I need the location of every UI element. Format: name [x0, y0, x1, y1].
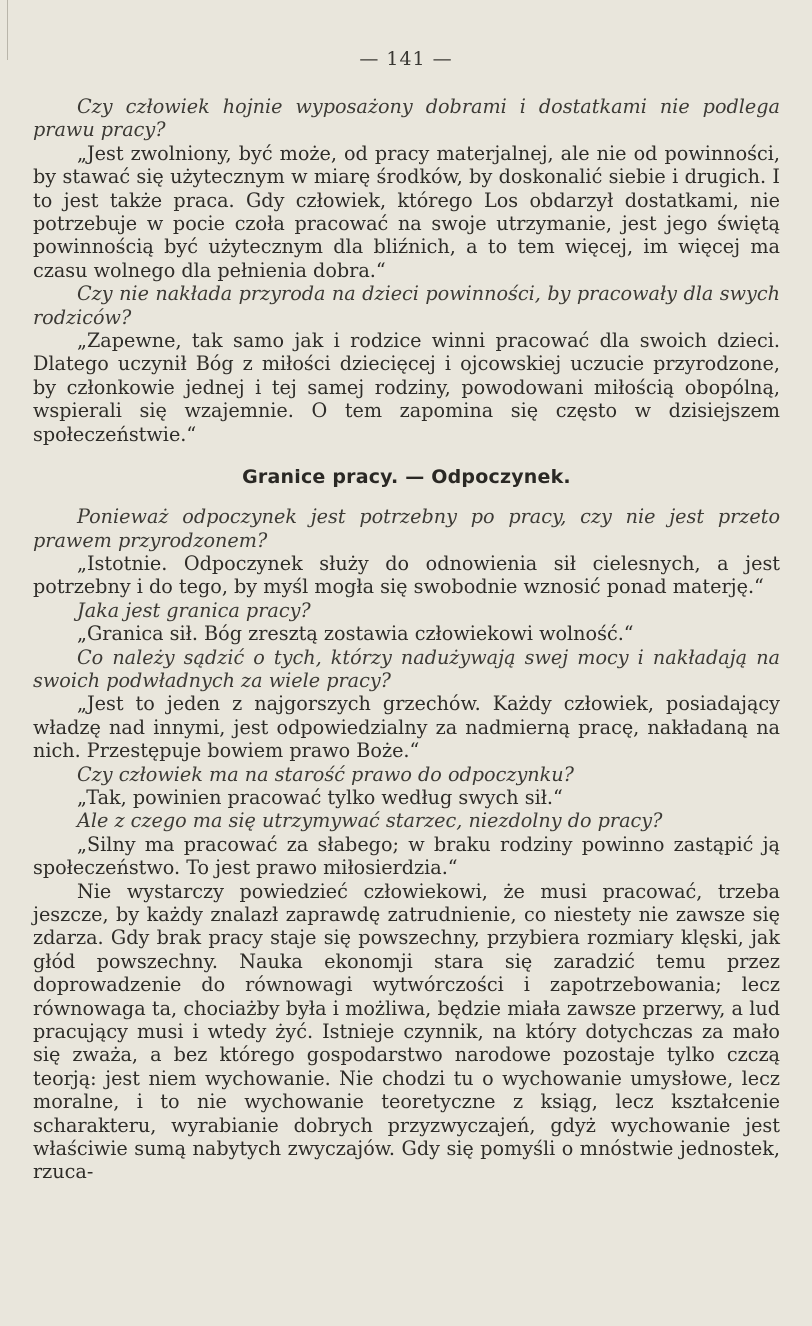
section-before [33, 95, 780, 446]
answer-paragraph: „Zapewne, tak samo jak i rodzice winni pracować dla swoich dzieci. Dlatego uczynił Bóg z miłości dziecięcej i ojcowskiej uczucie przyrodzone, by członkowie jednej i tej samej rodziny, powodowani miłością obopólną, wspierali się wzajemnie. O tem zapomina się często w dzisiejszem społeczeństwie.“ [33, 329, 780, 446]
question-paragraph: Ponieważ odpoczynek jest potrzebny po pracy, czy nie jest przeto prawem przyrodzonem? [33, 505, 780, 552]
section-after [33, 505, 780, 1184]
question-paragraph: Ale z czego ma się utrzymywać starzec, niezdolny do pracy? [77, 809, 663, 833]
answer-paragraph: „Silny ma pracować za słabego; w braku rodziny powinno zastąpić ją społeczeństwo. To jest prawo miłosierdzia.“ [33, 832, 780, 880]
page-number: — 141 — [359, 48, 453, 70]
body-paragraph: Nie wystarczy powiedzieć człowiekowi, że musi pracować, trzeba jeszcze, by każdy znalazł zaprawdę zatrudnienie, co niestety nie zawsze się zdarza. Gdy brak pracy staje się powszechny, przybiera rozmiary klęski, jak głód powszechny. Nauka ekonomji stara się zaradzić temu przez doprowadzenie do równowagi wytwórczości i zapotrzebowania; lecz równowaga ta, chociażby była i możliwa, będzie miała zawsze przerwy, a lud pracujący musi i wtedy żyć. Istnieje czynnik, na który dotychczas za mało się zważa, a bez którego gospodarstwo narodowe pozostaje tylko czczą teorją: jest niem wychowanie. Nie chodzi tu o wychowanie umysłowe, lecz moralne, i to nie wychowanie teoretyczne z ksiąg, lecz kształcenie scharakteru, wyrabianie dobrych przyzwyczajeń, gdyż wychowanie jest właściwie sumą nabytych zwyczajów. Gdy się pomyśli o mnóstwie jednostek, rzuca- [33, 879, 780, 1184]
text-column [33, 95, 780, 1184]
answer-paragraph: „Jest zwolniony, być może, od pracy materjalnej, ale nie od powinności, by stawać się użytecznym w miarę środków, by doskonalić siebie i drugich. I to jest także praca. Gdy człowiek, którego Los obdarzył dostatkami, nie potrzebuje w pocie czoła pracować na swoje utrzymanie, jest jego świętą powinnością być użytecznym dla bliźnich, a to tem więcej, im więcej ma czasu wolnego dla pełnienia dobra.“ [33, 141, 780, 282]
answer-paragraph: „Jest to jeden z najgorszych grzechów. Każdy człowiek, posiadający władzę nad innymi, jest odpowiedzialny za nadmierną pracę, nakładaną na nich. Przestępuje bowiem prawo Boże.“ [33, 692, 780, 763]
question-paragraph: Czy człowiek ma na starość prawo do odpoczynku? [77, 762, 574, 786]
question-paragraph: Czy człowiek hojnie wyposażony dobrami i dostatkami nie podlega prawu pracy? [33, 95, 780, 142]
question-paragraph: Czy nie nakłada przyroda na dzieci powinności, by pracowały dla swych rodziców? [33, 282, 780, 329]
question-paragraph: Jaka jest granica pracy? [77, 598, 311, 622]
answer-paragraph: „Tak, powinien pracować tylko według swych sił.“ [77, 785, 563, 809]
answer-paragraph: „Granica sił. Bóg zresztą zostawia człowiekowi wolność.“ [77, 622, 634, 646]
section-heading: Granice pracy. — Odpoczynek. [242, 466, 571, 489]
answer-paragraph: „Istotnie. Odpoczynek służy do odnowienia sił cielesnych, a jest potrzebny i do tego, by myśl mogła się swobodnie wznosić ponad materję.“ [33, 551, 780, 599]
question-paragraph: Co należy sądzić o tych, którzy nadużywają swej mocy i nakładają na swoich podwładnych za wiele pracy? [33, 645, 780, 692]
